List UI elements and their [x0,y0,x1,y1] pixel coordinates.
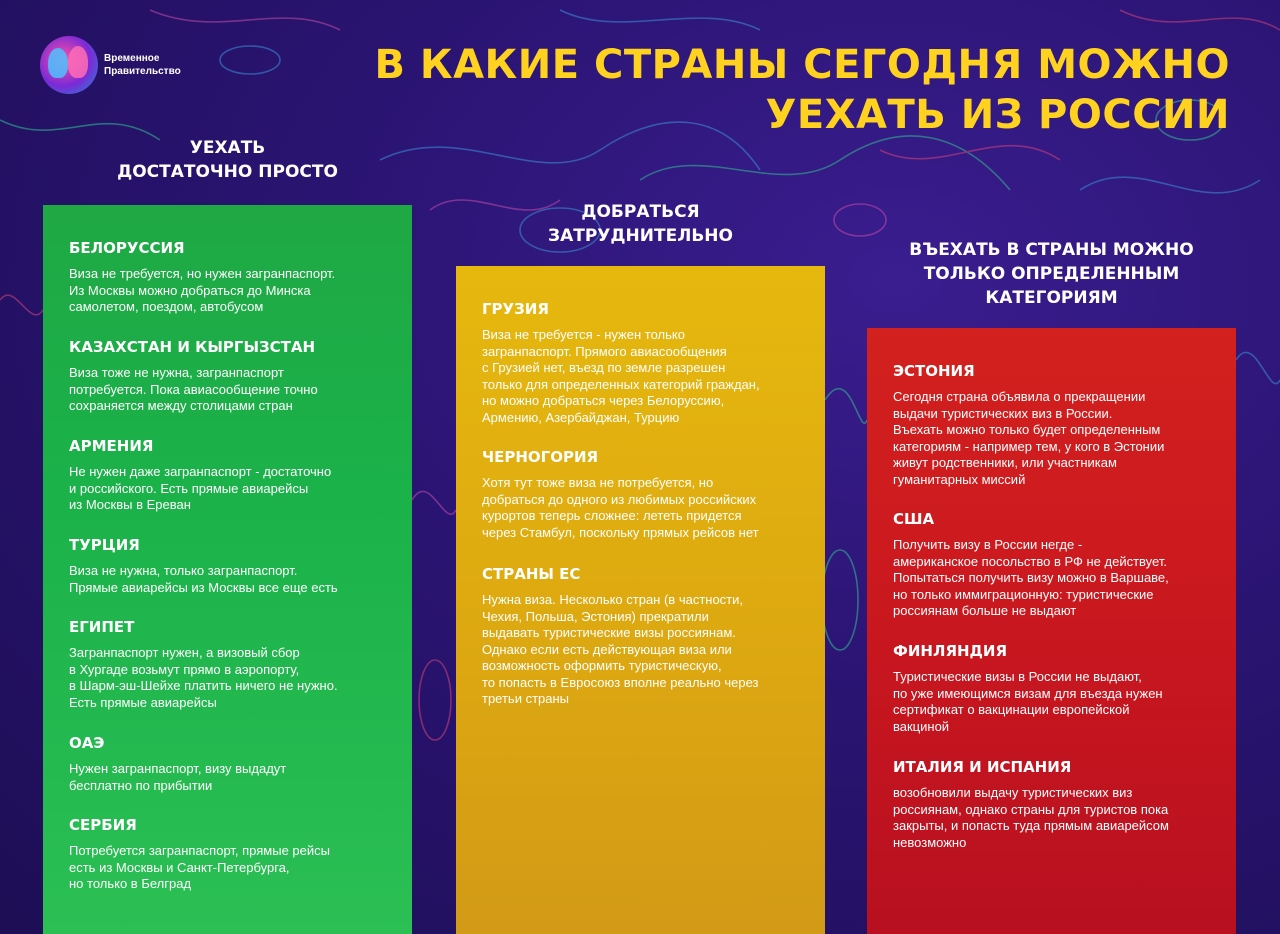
country-name: АРМЕНИЯ [69,437,154,455]
title-line-1: В КАКИЕ СТРАНЫ СЕГОДНЯ МОЖНО [374,42,1230,88]
easy-heading [43,136,412,184]
country-card [482,300,799,448]
country-description: Нужен загранпаспорт, визу выдадут бесплатно по прибытии [69,761,287,793]
country-name: СТРАНЫ ЕС [482,565,581,583]
country-description: Виза не требуется - нужен только загранпаспорт. Прямого авиасообщения с Грузией нет, въезд по земле разрешен только для определенных категорий граждан, но можно добраться через Белоруссию, Армению, Азербайджан, Турцию [482,327,760,425]
country-description: Виза тоже не нужна, загранпаспорт потребуется. Пока авиасообщение точно сохраняется между столицами стран [69,365,318,413]
country-description: Не нужен даже загранпаспорт - достаточно и российского. Есть прямые авиарейсы из Москвы в Ереван [69,464,332,512]
country-card [69,618,386,734]
country-name: США [893,510,935,528]
country-name: КАЗАХСТАН И КЫРГЫЗСТАН [69,338,316,356]
country-card [69,816,386,915]
country-name: ФИНЛЯНДИЯ [893,642,1008,660]
country-description: Виза не требуется, но нужен загранпаспорт. Из Москвы можно добраться до Минска самолетом, поездом, автобусом [69,266,336,314]
easy-panel [43,205,412,934]
country-name: БЕЛОРУССИЯ [69,239,185,257]
country-name: ГРУЗИЯ [482,300,549,318]
country-name: ЕГИПЕТ [69,618,135,636]
country-card [69,437,386,536]
country-card [482,565,799,713]
country-name: СЕРБИЯ [69,816,137,834]
country-card [69,239,386,338]
country-description: Сегодня страна объявила о прекращении выдачи туристических виз в России. Въехать можно только будет определенным категориям - например тем, у кого в Эстонии живут родственники, или участникам гуманитарных миссий [893,389,1165,487]
hard-panel [456,266,825,934]
country-card [482,448,799,565]
logo-line-2: Правительство [104,66,181,77]
restricted-heading-line-2: ТОЛЬКО ОПРЕДЕЛЕННЫМ [923,264,1180,284]
restricted-heading-line-1: ВЪЕХАТЬ В СТРАНЫ МОЖНО [909,240,1194,260]
country-card [893,510,1210,642]
restricted-heading-line-3: КАТЕГОРИЯМ [985,288,1118,308]
country-card [69,734,386,816]
country-description: Виза не нужна, только загранпаспорт. Прямые авиарейсы из Москвы все еще есть [69,563,338,595]
restricted-heading [867,238,1236,310]
easy-heading-line-2: ДОСТАТОЧНО ПРОСТО [117,162,338,182]
logo-text [104,52,181,78]
country-card [893,362,1210,510]
country-description: Хотя тут тоже виза не потребуется, но добраться до одного из любимых российских курортов теперь сложнее: лететь придется через Стамбул, поскольку прямых рейсов нет [482,475,759,540]
country-description: Туристические визы в России не выдают, по уже имеющимся визам для въезда нужен сертификат о вакцинации европейской вакциной [893,669,1163,734]
logo-line-1: Временное [104,53,160,64]
country-name: ТУРЦИЯ [69,536,140,554]
title-line-2: УЕХАТЬ ИЗ РОССИИ [765,92,1230,138]
country-card [69,338,386,437]
country-description: Загранпаспорт нужен, а визовый сбор в Хургаде возьмут прямо в аэропорту, в Шарм-эш-Шейхе платить ничего не нужно. Есть прямые авиарейсы [69,645,338,710]
country-description: возобновили выдачу туристических виз россиянам, однако страны для туристов пока закрыты, и попасть туда прямым авиарейсом невозможно [893,785,1169,850]
easy-heading-line-1: УЕХАТЬ [189,138,266,158]
hard-heading-line-1: ДОБРАТЬСЯ [581,202,700,222]
country-card [893,758,1210,906]
country-card [69,536,386,618]
hard-heading-line-2: ЗАТРУДНИТЕЛЬНО [548,226,733,246]
country-description: Потребуется загранпаспорт, прямые рейсы есть из Москвы и Санкт-Петербурга, но только в Белград [69,843,330,891]
country-description: Получить визу в России негде - американское посольство в РФ не действует. Попытаться получить визу можно в Варшаве, но только иммиграционную: туристические россиянам больше не выдают [893,537,1169,618]
country-description: Нужна виза. Несколько стран (в частности, Чехия, Польша, Эстония) прекратили выдавать туристические визы россиянам. Однако если есть действующая виза или возможность оформить туристическую, то попасть в Евросоюз вполне реально через третьи страны [482,592,759,706]
country-name: ЧЕРНОГОРИЯ [482,448,599,466]
logo [40,36,181,94]
hard-heading [456,200,825,248]
restricted-panel [867,328,1236,934]
country-name: ЭСТОНИЯ [893,362,975,380]
page-title [330,40,1230,140]
country-name: ИТАЛИЯ И ИСПАНИЯ [893,758,1072,776]
logo-image [40,36,98,94]
country-name: ОАЭ [69,734,105,752]
country-card [893,642,1210,758]
